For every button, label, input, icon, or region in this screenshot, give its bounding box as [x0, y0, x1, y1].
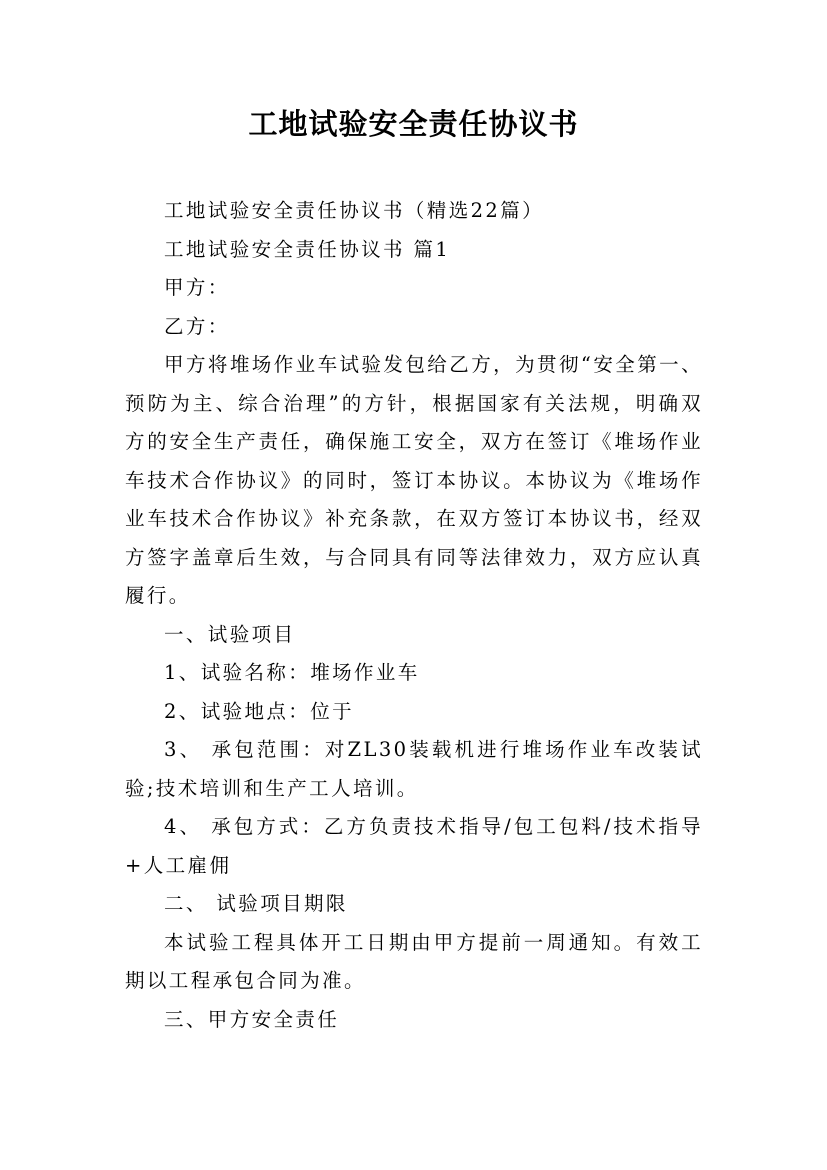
paragraph-heading-2: 二、 试验项目期限	[164, 892, 348, 915]
paragraph-heading-3: 三、甲方安全责任	[164, 1007, 340, 1031]
document-title: 工地试验安全责任协议书	[248, 107, 579, 141]
paragraph-item-1: 1、试验名称：堆场作业车	[164, 661, 420, 684]
paragraph-item-4: 4、 承包方式：乙方负责技术指导/包工包料/技术指导+人工雇佣	[125, 815, 703, 877]
paragraph-item-3: 3、 承包范围：对ZL30装载机进行堆场作业车改装试验;技术培训和生产工人培训。	[125, 738, 703, 800]
paragraph-item-2: 2、试验地点：位于	[164, 699, 355, 723]
paragraph-party-b: 乙方：	[164, 314, 230, 338]
paragraph-section-heading: 工地试验安全责任协议书 篇1	[164, 237, 451, 261]
paragraph-intro: 甲方将堆场作业车试验发包给乙方，为贯彻“安全第一、预防为主、综合治理”的方针，根据国家有关法规，明确双方的安全生产责任，确保施工安全，双方在签订《堆场作业车技术合作协议》的同时，签订本协议。本协议为《堆场作业车技术合作协议》补充条款，在双方签订本协议书，经双方签字盖章后生效，与合同具有同等法律效力，双方应认真履行。	[125, 353, 703, 607]
paragraph-schedule: 本试验工程具体开工日期由甲方提前一周通知。有效工期以工程承包合同为准。	[125, 930, 703, 992]
document-body	[125, 192, 703, 1039]
paragraph-subtitle: 工地试验安全责任协议书（精选22篇）	[164, 199, 545, 222]
paragraph-heading-1: 一、试验项目	[164, 622, 296, 646]
paragraph-party-a: 甲方：	[164, 276, 230, 299]
